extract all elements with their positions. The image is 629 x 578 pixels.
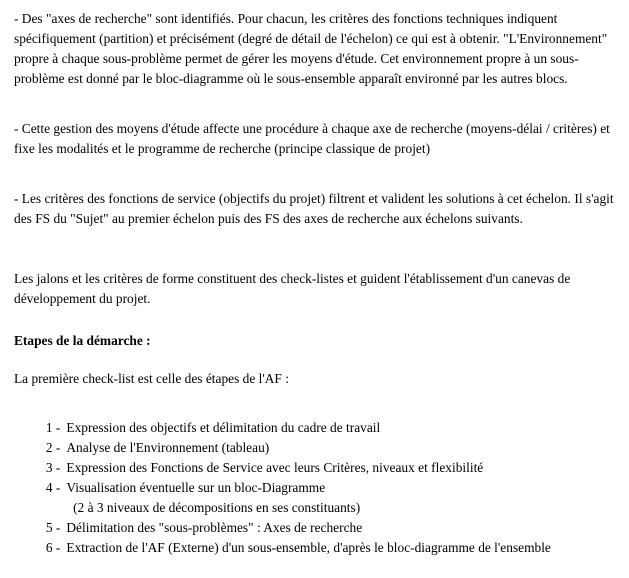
step-text: Expression des Fonctions de Service avec leurs Critères, niveaux et flexibilité: [66, 460, 484, 475]
step-text: (2 à 3 niveaux de décompositions en ses constituants): [66, 500, 361, 515]
step-text: Extraction de l'AF (Externe) d'un sous-ensemble, d'après le bloc-diagramme de l'ensemble: [66, 540, 551, 555]
paragraph-axes-de-recherche: - Des "axes de recherche" sont identifiés. Pour chacun, les critères des fonctions techniques indiquent spécifiquement (partition) et précisément (degré de détail de l'échelon) ce qui est à obtenir. "L'Environnement" propre à chaque sous-problème permet de gérer les moyens d'étude. Cet environnement propre à un sous-problème est donné par le bloc-diagramme où le sous-ensemble apparaît environné par les autres blocs.: [14, 11, 608, 86]
step-number: 3 -: [45, 460, 61, 475]
paragraph-gestion-moyens: - Cette gestion des moyens d'étude affecte une procédure à chaque axe de recherche (moyens-délai / critères) et fixe les modalités et le programme de recherche (principe classique de projet): [14, 121, 610, 156]
step-number: 5 -: [45, 520, 61, 535]
step-text: Visualisation éventuelle sur un bloc-Diagramme: [66, 480, 326, 495]
section-heading: Etapes de la démarche :: [14, 333, 151, 348]
paragraph-jalons: Les jalons et les critères de forme constituent des check-listes et guident l'établissement d'un canevas de développement du projet.: [14, 271, 571, 306]
step-text: Analyse de l'Environnement (tableau): [66, 440, 270, 455]
step-item: [14, 518, 551, 578]
step-text: Expression des objectifs et délimitation du cadre de travail: [66, 420, 381, 435]
step-number: 6 -: [45, 540, 61, 555]
step-number: 4 -: [45, 480, 61, 495]
step-number: 1 -: [45, 420, 61, 435]
step-text: Délimitation des "sous-problèmes" : Axes de recherche: [66, 520, 363, 535]
paragraph-criteres-fonctions-service: - Les critères des fonctions de service (objectifs du projet) filtrent et valident les solutions à cet échelon. Il s'agit des FS du "Sujet" au premier échelon puis des FS des axes de recherche aux échelons suivants.: [14, 191, 614, 226]
step-number: 2 -: [45, 440, 61, 455]
intro-text: La première check-list est celle des étapes de l'AF :: [14, 371, 289, 386]
